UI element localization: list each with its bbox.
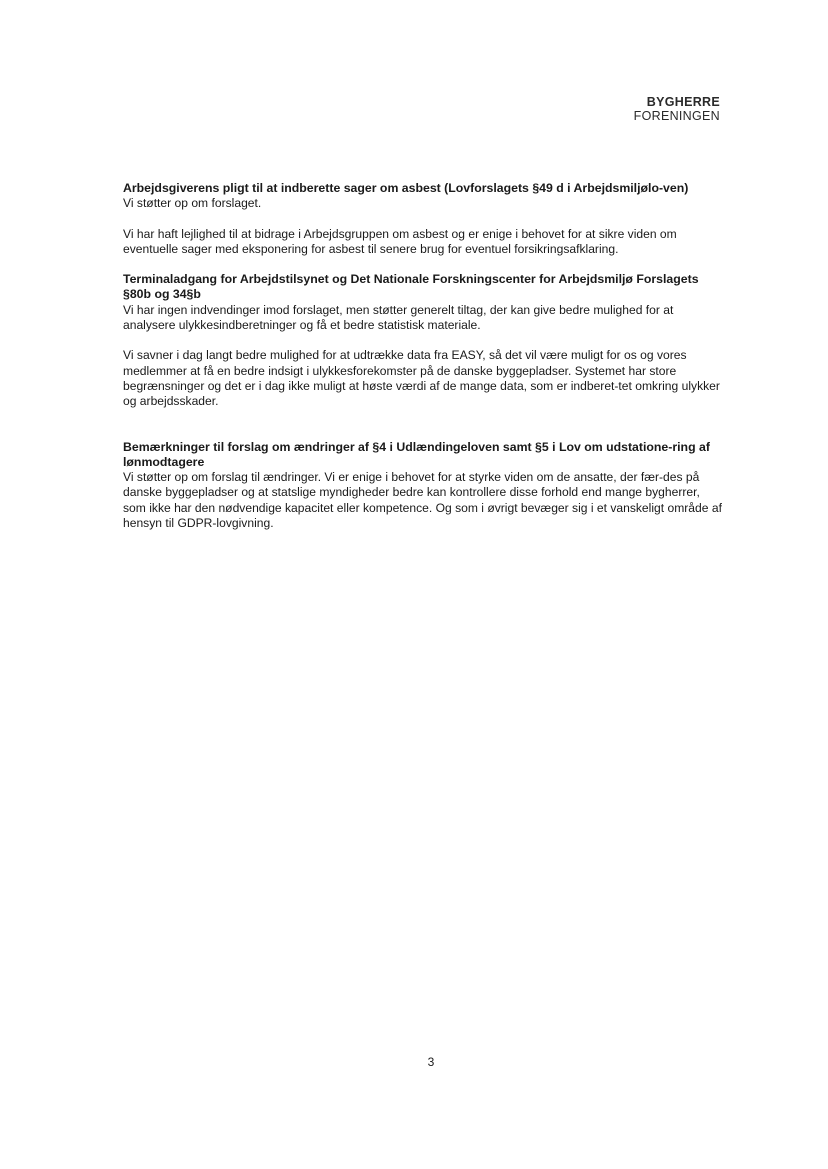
logo-line-1: BYGHERRE <box>646 95 720 109</box>
document-body <box>123 181 723 531</box>
paragraph: Vi har ingen indvendinger imod forslaget, men støtter generelt tiltag, der kan give bedre mulighed for at analysere ulykkesindberetninger og få et bedre statistisk materiale. <box>123 302 674 333</box>
section-title: Terminaladgang for Arbejdstilsynet og Det Nationale Forskningscenter for Arbejdsmiljø Forslagets §80b og 34§b <box>123 272 699 302</box>
paragraph: Vi støtter op om forslaget. <box>123 196 262 211</box>
section-title: Arbejdsgiverens pligt til at indberette sager om asbest (Lovforslagets §49 d i Arbejdsmiljølo-ven) <box>123 181 689 195</box>
section-terminaladgang <box>123 272 723 409</box>
section-udlaendingeloven <box>123 440 723 532</box>
logo-line-2: FORENINGEN <box>633 109 720 123</box>
paragraph: Vi støtter op om forslag til ændringer. Vi er enige i behovet for at styrke viden om de ansatte, der fær-des på danske byggepladser og at statslige myndigheder bedre kan kontrollere disse forhold end mange bygherrer, som ikke har den nødvendige kapacitet eller kompetence. Og som i øvrigt bevæger sig i et vanskeligt område af hensyn til GDPR-lovgivning. <box>123 470 722 531</box>
organization-logo <box>634 95 720 123</box>
section-asbest <box>123 181 723 257</box>
paragraph: Vi har haft lejlighed til at bidrage i Arbejdsgruppen om asbest og er enige i behovet for at sikre viden om eventuelle sager med eksponering for asbest til senere brug for eventuel forsikringsafklaring. <box>123 226 677 256</box>
paragraph: Vi savner i dag langt bedre mulighed for at udtrække data fra EASY, så det vil være muligt for os og vores medlemmer at få en bedre indsigt i ulykkesforekomster på de danske byggepladser. Systemet har store begrænsninger og det er i dag ikke muligt at høste værdi af de mange data, som er indberet-tet omkring ulykker og arbejdsskader. <box>123 348 720 409</box>
page-number: 3 <box>427 1055 435 1069</box>
section-title: Bemærkninger til forslag om ændringer af §4 i Udlændingeloven samt §5 i Lov om udstatione-ring af lønmodtagere <box>123 439 710 469</box>
